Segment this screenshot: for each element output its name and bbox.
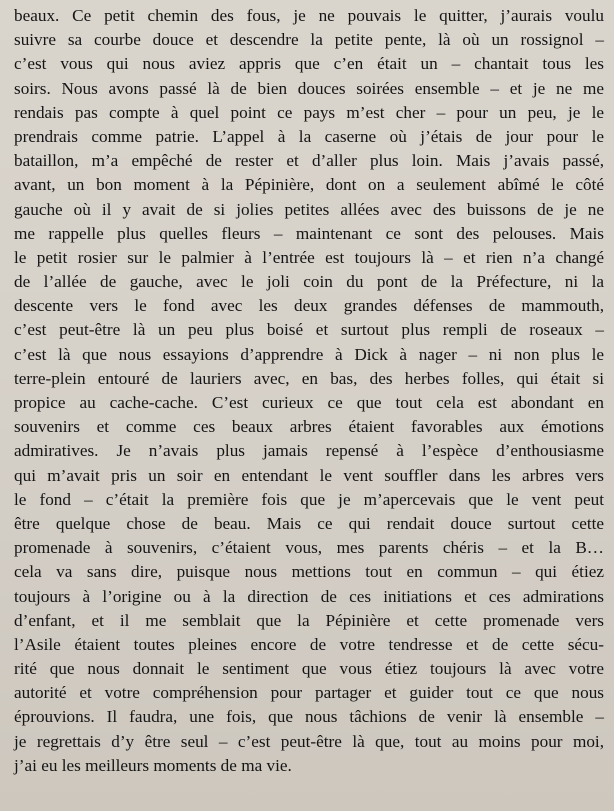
text-line-26: d’enfant, et il me semblait que la Pépinière et cette promenade vers [14, 610, 604, 630]
text-line-8: avant, un bon moment à la Pépinière, dont on a seulement abîmé le côté [14, 175, 604, 195]
text-line-17: propice au cache-cache. C’est curieux ce que tout cela est abondant en [14, 393, 604, 412]
text-line-1: beaux. Ce petit chemin des fous, je ne pouvais le quitter, j’aurais voulu [14, 6, 604, 25]
text-line-28: rité que nous donnait le sentiment que vous étiez toujours là avec votre [14, 659, 604, 679]
text-line-18: souvenirs et comme ces beaux arbres étaient favorables aux émotions [14, 417, 604, 437]
text-line-6: prendrais comme patrie. L’appel à la caserne où j’étais de jour pour le [14, 126, 604, 146]
text-line-4: soirs. Nous avons passé là de bien douces soirées ensemble – et je ne me [14, 78, 604, 98]
text-line-14: c’est peut-être là un peu plus boisé et surtout plus rempli de roseaux – [14, 320, 604, 340]
text-line-3: c’est vous qui nous aviez appris que c’en était un – chantait tous les [14, 54, 604, 74]
text-line-27: l’Asile étaient toutes pleines encore de votre tendresse et de cette sécu- [14, 634, 604, 654]
text-line-15: c’est là que nous essayions d’apprendre à Dick à nager – ni non plus le [14, 344, 604, 364]
text-line-19: admiratives. Je n’avais plus jamais repensé à l’espèce d’enthousiasme [14, 441, 604, 461]
text-line-5: rendais pas compte à quel point ce pays m’est cher – pour un peu, je le [14, 102, 604, 122]
text-line-29: autorité et votre compréhension pour partager et guider tout ce que nous [14, 683, 604, 703]
text-line-13: descente vers le fond avec les deux grandes défenses de mammouth, [14, 296, 604, 316]
text-line-25: toujours à l’origine ou à la direction de ces initiations et ces admirations [14, 586, 604, 606]
text-line-2: suivre sa courbe douce et descendre la petite pente, là où un rossignol – [14, 30, 604, 50]
text-line-11: le petit rosier sur le palmier à l’entrée est toujours là – et rien n’a changé [14, 247, 604, 267]
text-line-23: promenade à souvenirs, c’étaient vous, mes parents chéris – et la B… [14, 538, 604, 558]
text-line-9: gauche où il y avait de si jolies petites allées avec des buissons de je ne [14, 199, 604, 219]
text-line-21: le fond – c’était la première fois que je m’apercevais que le vent peut [14, 489, 604, 509]
text-line-20: qui m’avait pris un soir en entendant le vent souffler dans les arbres vers [14, 465, 604, 485]
text-line-30: éprouvions. Il faudra, une fois, que nous tâchions de venir là ensemble – [14, 707, 604, 727]
text-line-7: bataillon, m’a empêché de rester et d’aller plus loin. Mais j’avais passé, [14, 151, 604, 171]
text-line-22: être quelque chose de beau. Mais ce qui rendait douce surtout cette [14, 513, 604, 533]
text-line-12: de l’allée de gauche, avec le joli coin du pont de la Préfecture, ni la [14, 272, 604, 292]
text-line-31: je regrettais d’y être seul – c’est peut-être là que, tout au moins pour moi, [14, 731, 604, 751]
text-line-16: terre-plein entouré de lauriers avec, en bas, des herbes folles, qui était si [14, 368, 604, 388]
text-line-32: j’ai eu les meilleurs moments de ma vie. [14, 755, 292, 775]
text-line-10: me rappelle plus quelles fleurs – maintenant ce sont des pelouses. Mais [14, 223, 604, 243]
body-text [14, 4, 604, 778]
text-line-24: cela va sans dire, puisque nous mettions tout en commun – qui étiez [14, 562, 604, 582]
